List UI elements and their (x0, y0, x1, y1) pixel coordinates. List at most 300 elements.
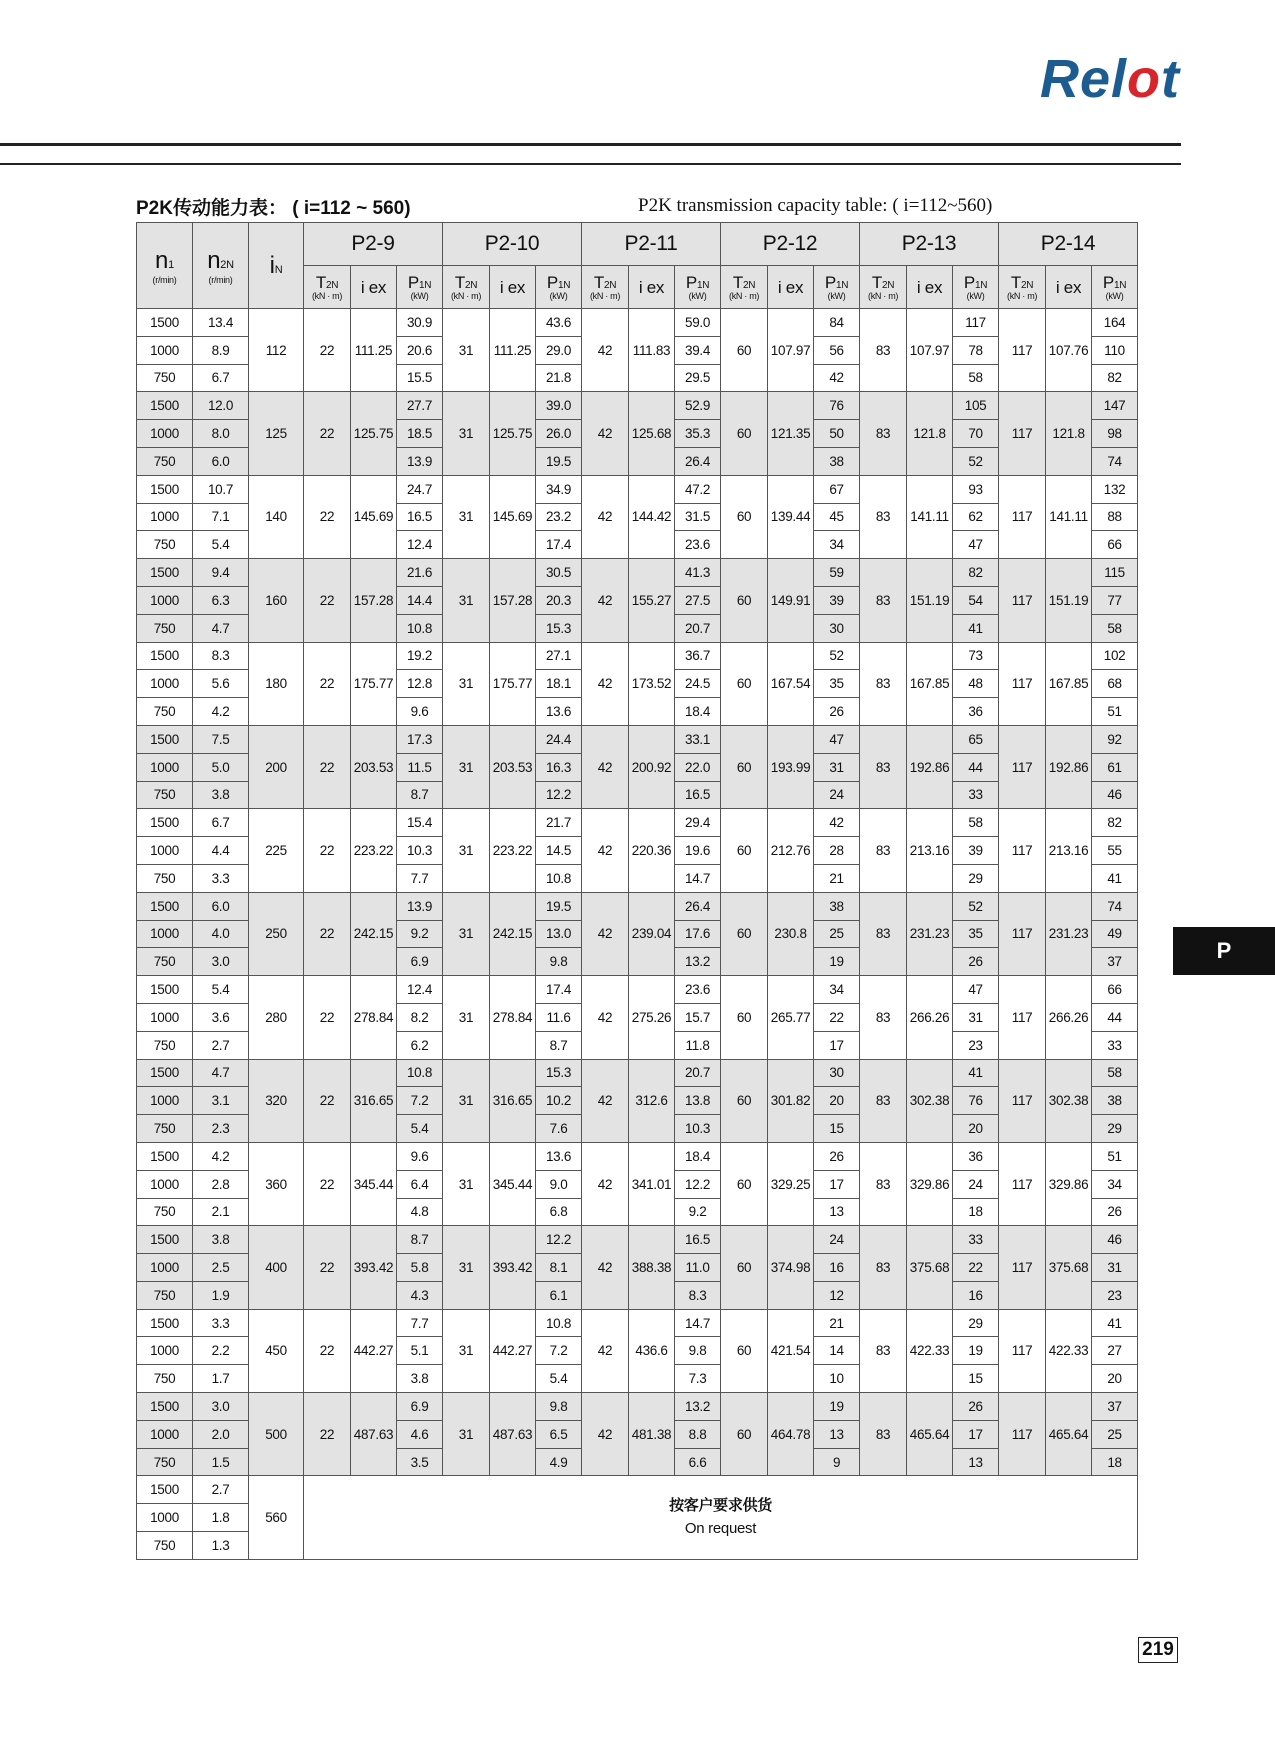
cell-p1n: 5.1 (397, 1337, 443, 1365)
cell-n1: 1500 (137, 309, 193, 337)
cell-t2n: 22 (304, 1226, 351, 1309)
cell-p1n: 13.0 (536, 920, 582, 948)
cell-t2n: 31 (443, 892, 490, 975)
cell-p1n: 6.6 (675, 1448, 721, 1476)
cell-p1n: 52.9 (675, 392, 721, 420)
cell-n1: 750 (137, 1198, 193, 1226)
cell-p1n: 43.6 (536, 309, 582, 337)
cell-p1n: 10.8 (536, 864, 582, 892)
cell-t2n: 117 (999, 642, 1046, 725)
cell-n2n: 6.0 (193, 892, 249, 920)
cell-n2n: 6.7 (193, 364, 249, 392)
cell-n1: 750 (137, 1365, 193, 1393)
cell-p1n: 11.5 (397, 753, 443, 781)
table-row (137, 976, 1138, 1004)
cell-n2n: 6.7 (193, 809, 249, 837)
cell-p1n: 26 (953, 948, 999, 976)
cell-p1n: 3.5 (397, 1448, 443, 1476)
cell-t2n: 22 (304, 642, 351, 725)
cell-p1n: 15.3 (536, 614, 582, 642)
cell-iex: 111.83 (629, 309, 675, 392)
cell-n1: 1500 (137, 725, 193, 753)
cell-p1n: 82 (1092, 809, 1138, 837)
cell-n1: 1000 (137, 670, 193, 698)
header-p1n: P1N (kW) (953, 266, 999, 309)
capacity-table (136, 222, 1138, 1560)
cell-p1n: 7.2 (397, 1087, 443, 1115)
cell-p1n: 9.8 (675, 1337, 721, 1365)
cell-t2n: 60 (721, 1309, 768, 1392)
cell-p1n: 14.4 (397, 586, 443, 614)
header-in: iN (249, 223, 304, 309)
cell-p1n: 49 (1092, 920, 1138, 948)
cell-p1n: 41 (953, 1059, 999, 1087)
cell-p1n: 70 (953, 420, 999, 448)
cell-n2n: 4.2 (193, 1142, 249, 1170)
cell-p1n: 6.8 (536, 1198, 582, 1226)
cell-iex: 125.75 (490, 392, 536, 475)
cell-p1n: 58 (953, 364, 999, 392)
cell-p1n: 23 (1092, 1281, 1138, 1309)
cell-p1n: 68 (1092, 670, 1138, 698)
cell-p1n: 8.7 (536, 1031, 582, 1059)
cell-p1n: 24.4 (536, 725, 582, 753)
cell-iex: 157.28 (351, 559, 397, 642)
cell-p1n: 6.2 (397, 1031, 443, 1059)
cell-p1n: 13.2 (675, 1393, 721, 1421)
header-n2n: n2N (r/min) (193, 223, 249, 309)
cell-p1n: 12.4 (397, 976, 443, 1004)
cell-p1n: 21.6 (397, 559, 443, 587)
cell-p1n: 6.9 (397, 1393, 443, 1421)
table-row (137, 309, 1138, 337)
cell-p1n: 9.6 (397, 698, 443, 726)
cell-t2n: 31 (443, 976, 490, 1059)
cell-p1n: 98 (1092, 420, 1138, 448)
cell-p1n: 23.6 (675, 531, 721, 559)
cell-iex: 275.26 (629, 976, 675, 1059)
cell-n2n: 2.7 (193, 1476, 249, 1504)
cell-p1n: 147 (1092, 392, 1138, 420)
cell-iex: 301.82 (768, 1059, 814, 1142)
cell-p1n: 19 (814, 1393, 860, 1421)
cell-t2n: 83 (860, 809, 907, 892)
cell-p1n: 58 (953, 809, 999, 837)
cell-p1n: 105 (953, 392, 999, 420)
cell-iex: 231.23 (907, 892, 953, 975)
cell-iex: 192.86 (1046, 725, 1092, 808)
section-tab-p[interactable]: P (1173, 927, 1275, 975)
cell-p1n: 5.4 (536, 1365, 582, 1393)
cell-p1n: 12.8 (397, 670, 443, 698)
cell-iex: 121.8 (907, 392, 953, 475)
header-p1n: P1N (kW) (397, 266, 443, 309)
cell-iex: 266.26 (907, 976, 953, 1059)
cell-iex: 107.76 (1046, 309, 1092, 392)
cell-p1n: 9.0 (536, 1170, 582, 1198)
cell-iex: 144.42 (629, 475, 675, 558)
cell-t2n: 31 (443, 392, 490, 475)
cell-n1: 750 (137, 864, 193, 892)
cell-p1n: 10.3 (675, 1115, 721, 1143)
cell-p1n: 29 (953, 1309, 999, 1337)
cell-p1n: 6.5 (536, 1420, 582, 1448)
cell-iex: 149.91 (768, 559, 814, 642)
cell-t2n: 31 (443, 1393, 490, 1476)
cell-p1n: 47 (814, 725, 860, 753)
cell-t2n: 60 (721, 725, 768, 808)
header-model: P2-14 (999, 223, 1138, 266)
cell-t2n: 31 (443, 1309, 490, 1392)
cell-p1n: 62 (953, 503, 999, 531)
table-row (137, 892, 1138, 920)
cell-p1n: 25 (814, 920, 860, 948)
cell-p1n: 17.4 (536, 976, 582, 1004)
cell-iex: 220.36 (629, 809, 675, 892)
cell-iex: 329.25 (768, 1142, 814, 1225)
cell-n2n: 2.2 (193, 1337, 249, 1365)
cell-iex: 266.26 (1046, 976, 1092, 1059)
cell-p1n: 18.5 (397, 420, 443, 448)
cell-n2n: 1.8 (193, 1504, 249, 1532)
cell-n1: 1000 (137, 586, 193, 614)
cell-iex: 393.42 (351, 1226, 397, 1309)
cell-n1: 1000 (137, 1420, 193, 1448)
cell-p1n: 65 (953, 725, 999, 753)
cell-t2n: 83 (860, 1142, 907, 1225)
cell-n1: 1000 (137, 503, 193, 531)
cell-in: 140 (249, 475, 304, 558)
cell-iex: 111.25 (490, 309, 536, 392)
cell-iex: 193.99 (768, 725, 814, 808)
cell-p1n: 24 (953, 1170, 999, 1198)
cell-n1: 750 (137, 447, 193, 475)
cell-iex: 223.22 (490, 809, 536, 892)
on-request-cn: 按客户要求供货 (669, 1497, 772, 1515)
cell-in: 400 (249, 1226, 304, 1309)
cell-n2n: 9.4 (193, 559, 249, 587)
cell-iex: 487.63 (490, 1393, 536, 1476)
cell-p1n: 59 (814, 559, 860, 587)
cell-p1n: 76 (814, 392, 860, 420)
cell-p1n: 35 (814, 670, 860, 698)
cell-iex: 213.16 (1046, 809, 1092, 892)
cell-p1n: 8.7 (397, 781, 443, 809)
cell-p1n: 14.7 (675, 1309, 721, 1337)
cell-in: 125 (249, 392, 304, 475)
header-model: P2-13 (860, 223, 999, 266)
cell-t2n: 22 (304, 475, 351, 558)
cell-p1n: 13.2 (675, 948, 721, 976)
cell-p1n: 10 (814, 1365, 860, 1393)
cell-n1: 1000 (137, 753, 193, 781)
header-rule-top (0, 143, 1181, 146)
cell-n2n: 3.8 (193, 1226, 249, 1254)
cell-iex: 107.97 (768, 309, 814, 392)
cell-t2n: 22 (304, 892, 351, 975)
cell-p1n: 20.3 (536, 586, 582, 614)
cell-p1n: 15 (814, 1115, 860, 1143)
cell-p1n: 77 (1092, 586, 1138, 614)
cell-p1n: 23.6 (675, 976, 721, 1004)
cell-p1n: 9.8 (536, 1393, 582, 1421)
cell-p1n: 29.5 (675, 364, 721, 392)
cell-in: 450 (249, 1309, 304, 1392)
cell-t2n: 83 (860, 1059, 907, 1142)
on-request-en: On request (684, 1519, 757, 1537)
cell-n1: 1000 (137, 837, 193, 865)
cell-n2n: 2.0 (193, 1420, 249, 1448)
cell-iex: 329.86 (1046, 1142, 1092, 1225)
cell-n2n: 4.2 (193, 698, 249, 726)
cell-p1n: 17 (814, 1170, 860, 1198)
cell-n2n: 8.3 (193, 642, 249, 670)
cell-iex: 329.86 (907, 1142, 953, 1225)
cell-p1n: 6.4 (397, 1170, 443, 1198)
cell-iex: 200.92 (629, 725, 675, 808)
cell-t2n: 60 (721, 475, 768, 558)
cell-n2n: 3.0 (193, 948, 249, 976)
cell-t2n: 22 (304, 392, 351, 475)
cell-p1n: 35 (953, 920, 999, 948)
cell-t2n: 22 (304, 309, 351, 392)
cell-t2n: 83 (860, 1309, 907, 1392)
cell-n2n: 2.1 (193, 1198, 249, 1226)
cell-p1n: 9.6 (397, 1142, 443, 1170)
cell-p1n: 20.7 (675, 614, 721, 642)
cell-p1n: 18.4 (675, 698, 721, 726)
cell-iex: 345.44 (351, 1142, 397, 1225)
cell-p1n: 7.2 (536, 1337, 582, 1365)
cell-in: 500 (249, 1393, 304, 1476)
cell-in: 560 (249, 1476, 304, 1559)
cell-p1n: 19.6 (675, 837, 721, 865)
table-row (137, 1309, 1138, 1337)
cell-p1n: 16.3 (536, 753, 582, 781)
cell-p1n: 20 (814, 1087, 860, 1115)
cell-t2n: 42 (582, 1059, 629, 1142)
cell-p1n: 41 (953, 614, 999, 642)
cell-t2n: 31 (443, 809, 490, 892)
table-row (137, 1393, 1138, 1421)
cell-n1: 750 (137, 1281, 193, 1309)
cell-p1n: 21 (814, 1309, 860, 1337)
cell-iex: 242.15 (351, 892, 397, 975)
cell-iex: 155.27 (629, 559, 675, 642)
cell-iex: 421.54 (768, 1309, 814, 1392)
cell-p1n: 27.5 (675, 586, 721, 614)
cell-p1n: 6.1 (536, 1281, 582, 1309)
cell-p1n: 14.5 (536, 837, 582, 865)
cell-p1n: 93 (953, 475, 999, 503)
cell-p1n: 26.4 (675, 447, 721, 475)
cell-p1n: 56 (814, 336, 860, 364)
table-title-en: P2K transmission capacity table: ( i=112~560) (638, 195, 993, 216)
cell-t2n: 117 (999, 976, 1046, 1059)
cell-iex: 203.53 (351, 725, 397, 808)
cell-iex: 167.54 (768, 642, 814, 725)
cell-iex: 139.44 (768, 475, 814, 558)
cell-t2n: 42 (582, 309, 629, 392)
cell-p1n: 9.8 (536, 948, 582, 976)
cell-n1: 1000 (137, 1254, 193, 1282)
cell-n2n: 2.8 (193, 1170, 249, 1198)
cell-iex: 175.77 (490, 642, 536, 725)
cell-p1n: 27.7 (397, 392, 443, 420)
cell-t2n: 117 (999, 1059, 1046, 1142)
cell-n1: 1500 (137, 642, 193, 670)
cell-t2n: 83 (860, 475, 907, 558)
cell-p1n: 24.7 (397, 475, 443, 503)
cell-iex: 375.68 (1046, 1226, 1092, 1309)
cell-p1n: 26 (953, 1393, 999, 1421)
cell-iex: 175.77 (351, 642, 397, 725)
cell-p1n: 34.9 (536, 475, 582, 503)
cell-t2n: 42 (582, 892, 629, 975)
cell-n2n: 4.7 (193, 614, 249, 642)
cell-p1n: 67 (814, 475, 860, 503)
cell-iex: 442.27 (351, 1309, 397, 1392)
cell-p1n: 19 (814, 948, 860, 976)
cell-n1: 750 (137, 948, 193, 976)
cell-iex: 265.77 (768, 976, 814, 1059)
cell-t2n: 117 (999, 725, 1046, 808)
cell-p1n: 50 (814, 420, 860, 448)
cell-iex: 242.15 (490, 892, 536, 975)
cell-p1n: 26 (814, 698, 860, 726)
cell-t2n: 83 (860, 1393, 907, 1476)
cell-iex: 107.97 (907, 309, 953, 392)
cell-p1n: 12.4 (397, 531, 443, 559)
header-iex: i ex (907, 266, 953, 309)
cell-p1n: 44 (1092, 1003, 1138, 1031)
cell-n2n: 3.6 (193, 1003, 249, 1031)
cell-p1n: 4.9 (536, 1448, 582, 1476)
cell-p1n: 34 (1092, 1170, 1138, 1198)
cell-t2n: 22 (304, 1142, 351, 1225)
cell-p1n: 38 (814, 892, 860, 920)
cell-t2n: 31 (443, 1142, 490, 1225)
header-t2n: T2N (kN · m) (721, 266, 768, 309)
cell-t2n: 60 (721, 892, 768, 975)
cell-iex: 111.25 (351, 309, 397, 392)
cell-p1n: 31 (1092, 1254, 1138, 1282)
cell-n1: 1500 (137, 1142, 193, 1170)
cell-n1: 1000 (137, 1087, 193, 1115)
cell-iex: 393.42 (490, 1226, 536, 1309)
cell-p1n: 16.5 (675, 1226, 721, 1254)
cell-iex: 481.38 (629, 1393, 675, 1476)
cell-iex: 278.84 (351, 976, 397, 1059)
cell-p1n: 164 (1092, 309, 1138, 337)
cell-n2n: 1.9 (193, 1281, 249, 1309)
cell-p1n: 8.2 (397, 1003, 443, 1031)
cell-p1n: 82 (1092, 364, 1138, 392)
cell-n2n: 6.0 (193, 447, 249, 475)
table-title-cn: P2K传动能力表： ( i=112 ~ 560) (136, 198, 411, 219)
cell-t2n: 60 (721, 309, 768, 392)
cell-iex: 442.27 (490, 1309, 536, 1392)
cell-t2n: 22 (304, 809, 351, 892)
cell-n2n: 3.8 (193, 781, 249, 809)
cell-p1n: 58 (1092, 1059, 1138, 1087)
header-t2n: T2N (kN · m) (304, 266, 351, 309)
cell-iex: 278.84 (490, 976, 536, 1059)
cell-t2n: 42 (582, 725, 629, 808)
header-model: P2-12 (721, 223, 860, 266)
cell-t2n: 60 (721, 1226, 768, 1309)
cell-p1n: 47.2 (675, 475, 721, 503)
cell-p1n: 14 (814, 1337, 860, 1365)
cell-iex: 157.28 (490, 559, 536, 642)
header-t2n: T2N (kN · m) (999, 266, 1046, 309)
header-model: P2-10 (443, 223, 582, 266)
cell-p1n: 13.9 (397, 447, 443, 475)
cell-p1n: 10.8 (397, 1059, 443, 1087)
cell-p1n: 38 (814, 447, 860, 475)
cell-t2n: 60 (721, 1142, 768, 1225)
cell-t2n: 60 (721, 392, 768, 475)
cell-p1n: 11.6 (536, 1003, 582, 1031)
cell-p1n: 36.7 (675, 642, 721, 670)
cell-in: 112 (249, 309, 304, 392)
cell-in: 225 (249, 809, 304, 892)
cell-p1n: 24 (814, 781, 860, 809)
cell-p1n: 117 (953, 309, 999, 337)
cell-iex: 145.69 (351, 475, 397, 558)
cell-in: 200 (249, 725, 304, 808)
cell-p1n: 10.3 (397, 837, 443, 865)
cell-p1n: 7.7 (397, 864, 443, 892)
cell-p1n: 10.8 (536, 1309, 582, 1337)
cell-p1n: 47 (953, 531, 999, 559)
cell-p1n: 18 (953, 1198, 999, 1226)
table-row (137, 475, 1138, 503)
cell-iex: 141.11 (1046, 475, 1092, 558)
cell-p1n: 24.5 (675, 670, 721, 698)
cell-in: 360 (249, 1142, 304, 1225)
cell-p1n: 17 (814, 1031, 860, 1059)
cell-p1n: 34 (814, 976, 860, 1004)
cell-p1n: 66 (1092, 976, 1138, 1004)
cell-iex: 121.35 (768, 392, 814, 475)
cell-p1n: 41 (1092, 1309, 1138, 1337)
cell-n2n: 1.7 (193, 1365, 249, 1393)
cell-p1n: 74 (1092, 892, 1138, 920)
cell-t2n: 31 (443, 1226, 490, 1309)
cell-n2n: 4.4 (193, 837, 249, 865)
cell-iex: 141.11 (907, 475, 953, 558)
cell-p1n: 30 (814, 1059, 860, 1087)
cell-p1n: 23.2 (536, 503, 582, 531)
cell-n2n: 1.3 (193, 1532, 249, 1560)
cell-n1: 1000 (137, 420, 193, 448)
cell-p1n: 59.0 (675, 309, 721, 337)
cell-n2n: 13.4 (193, 309, 249, 337)
cell-n1: 1500 (137, 1393, 193, 1421)
cell-p1n: 84 (814, 309, 860, 337)
cell-p1n: 18 (1092, 1448, 1138, 1476)
cell-p1n: 115 (1092, 559, 1138, 587)
cell-p1n: 10.8 (397, 614, 443, 642)
cell-t2n: 117 (999, 559, 1046, 642)
cell-p1n: 46 (1092, 781, 1138, 809)
cell-p1n: 39 (953, 837, 999, 865)
cell-in: 180 (249, 642, 304, 725)
cell-t2n: 22 (304, 725, 351, 808)
cell-t2n: 83 (860, 309, 907, 392)
cell-p1n: 36 (953, 698, 999, 726)
